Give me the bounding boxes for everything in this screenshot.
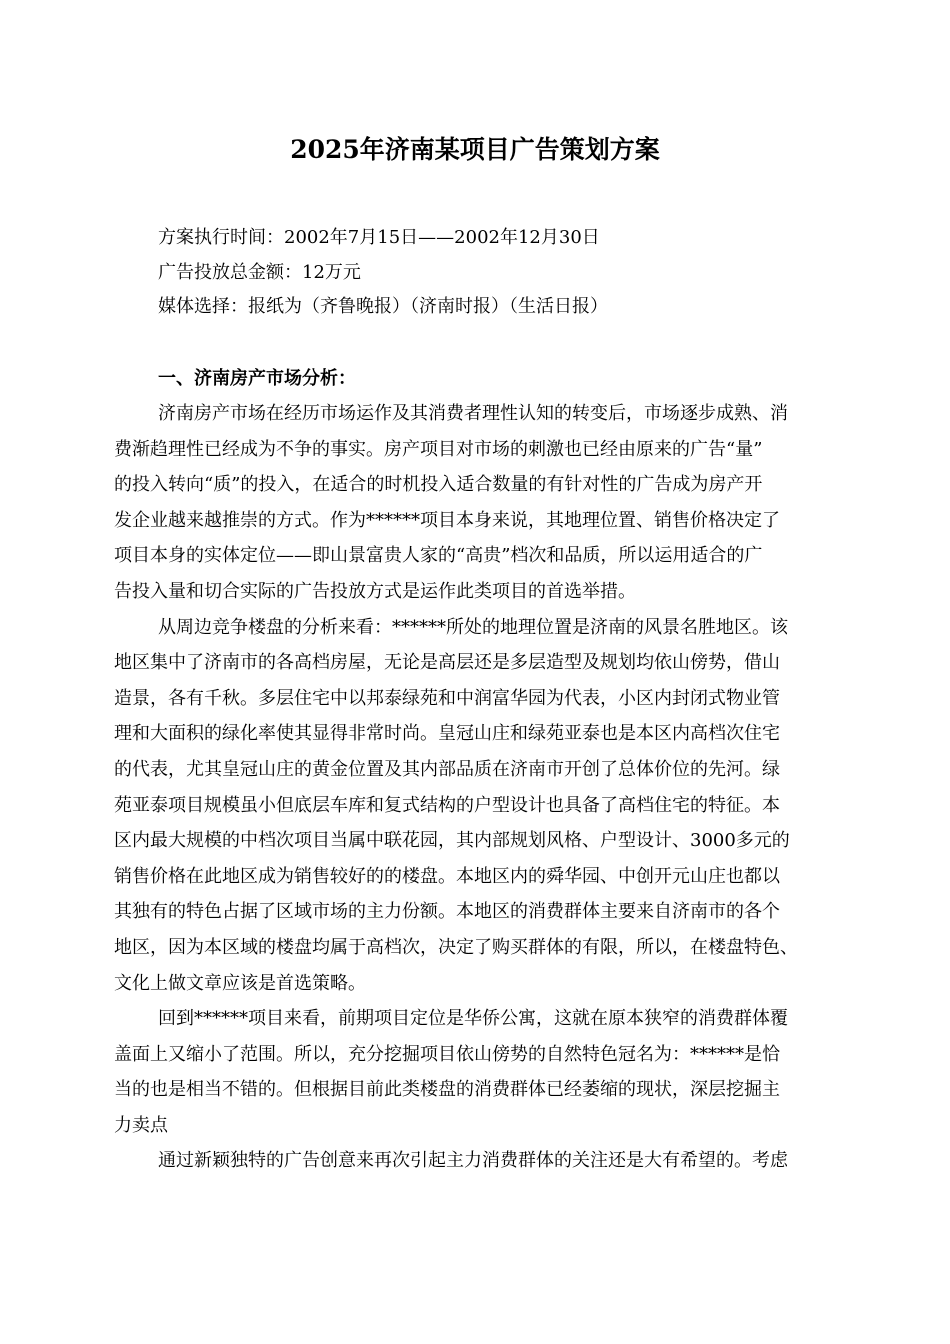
total-budget-line: 广告投放总金额：12万元 xyxy=(158,262,361,283)
paragraph-line: 项目本身的实体定位——即山景富贵人家的“高贵”档次和品质，所以运用适合的广 xyxy=(114,545,763,567)
paragraph-line: 的代表，尤其皇冠山庄的黄金位置及其内部品质在济南市开创了总体价位的先河。绿 xyxy=(114,758,780,780)
paragraph-line: 理和大面积的绿化率使其显得非常时尚。皇冠山庄和绿苑亚泰也是本区内高档次住宅 xyxy=(114,723,780,745)
paragraph-line: 盖面上又缩小了范围。所以，充分挖掘项目依山傍势的自然特色冠名为：******是恰 xyxy=(114,1043,780,1065)
paragraph-2 xyxy=(114,610,864,1002)
paragraph-line: 回到******项目来看，前期项目定位是华侨公寓，这就在原本狭窄的消费群体覆 xyxy=(158,1008,788,1030)
paragraph-line: 发企业越来越推崇的方式。作为******项目本身来说，其地理位置、销售价格决定了 xyxy=(114,509,780,531)
paragraph-line: 造景，各有千秋。多层住宅中以邦泰绿苑和中润富华园为代表，小区内封闭式物业管 xyxy=(114,687,780,709)
paragraph-3 xyxy=(114,1001,864,1143)
section-body xyxy=(114,396,864,1179)
paragraph-1 xyxy=(114,396,864,610)
paragraph-line: 区内最大规模的中档次项目当属中联花园，其内部规划风格、户型设计、3000多元的 xyxy=(114,830,790,852)
paragraph-line: 地区，因为本区域的楼盘均属于高档次，决定了购买群体的有限，所以，在楼盘特色、 xyxy=(114,936,798,958)
paragraph-line: 当的也是相当不错的。但根据目前此类楼盘的消费群体已经萎缩的现状，深层挖掘主 xyxy=(114,1079,780,1101)
paragraph-line: 文化上做文章应该是首选策略。 xyxy=(114,972,366,994)
paragraph-4 xyxy=(114,1143,864,1179)
paragraph-line: 其独有的特色占据了区域市场的主力份额。本地区的消费群体主要来自济南市的各个 xyxy=(114,901,780,923)
section-heading-market-analysis: 一、济南房产市场分析： xyxy=(158,368,356,389)
paragraph-line: 的投入转向“质”的投入，在适合的时机投入适合数量的有针对性的广告成为房产开 xyxy=(114,474,763,496)
paragraph-line: 告投入量和切合实际的广告投放方式是运作此类项目的首选举措。 xyxy=(114,580,636,602)
paragraph-line: 销售价格在此地区成为销售较好的的楼盘。本地区内的舜华园、中创开元山庄也都以 xyxy=(114,865,780,887)
media-selection-line: 媒体选择：报纸为（齐鲁晚报）（济南时报）（生活日报） xyxy=(158,296,608,317)
execution-time-line: 方案执行时间：2002年7月15日——2002年12月30日 xyxy=(158,227,600,248)
paragraph-line: 苑亚泰项目规模虽小但底层车库和复式结构的户型设计也具备了高档住宅的特征。本 xyxy=(114,794,780,816)
paragraph-line: 从周边竞争楼盘的分析来看：******所处的地理位置是济南的风景名胜地区。该 xyxy=(158,616,788,638)
paragraph-line: 地区集中了济南市的各高档房屋，无论是高层还是多层造型及规划均依山傍势，借山 xyxy=(114,652,780,674)
paragraph-line: 通过新颖独特的广告创意来再次引起主力消费群体的关注还是大有希望的。考虑 xyxy=(158,1150,788,1172)
document-title: 2025年济南某项目广告策划方案 xyxy=(290,135,660,164)
paragraph-line: 费渐趋理性已经成为不争的事实。房产项目对市场的刺激也已经由原来的广告“量” xyxy=(114,438,763,460)
paragraph-line: 济南房产市场在经历市场运作及其消费者理性认知的转变后，市场逐步成熟、消 xyxy=(158,403,788,424)
paragraph-line: 力卖点 xyxy=(114,1114,168,1136)
